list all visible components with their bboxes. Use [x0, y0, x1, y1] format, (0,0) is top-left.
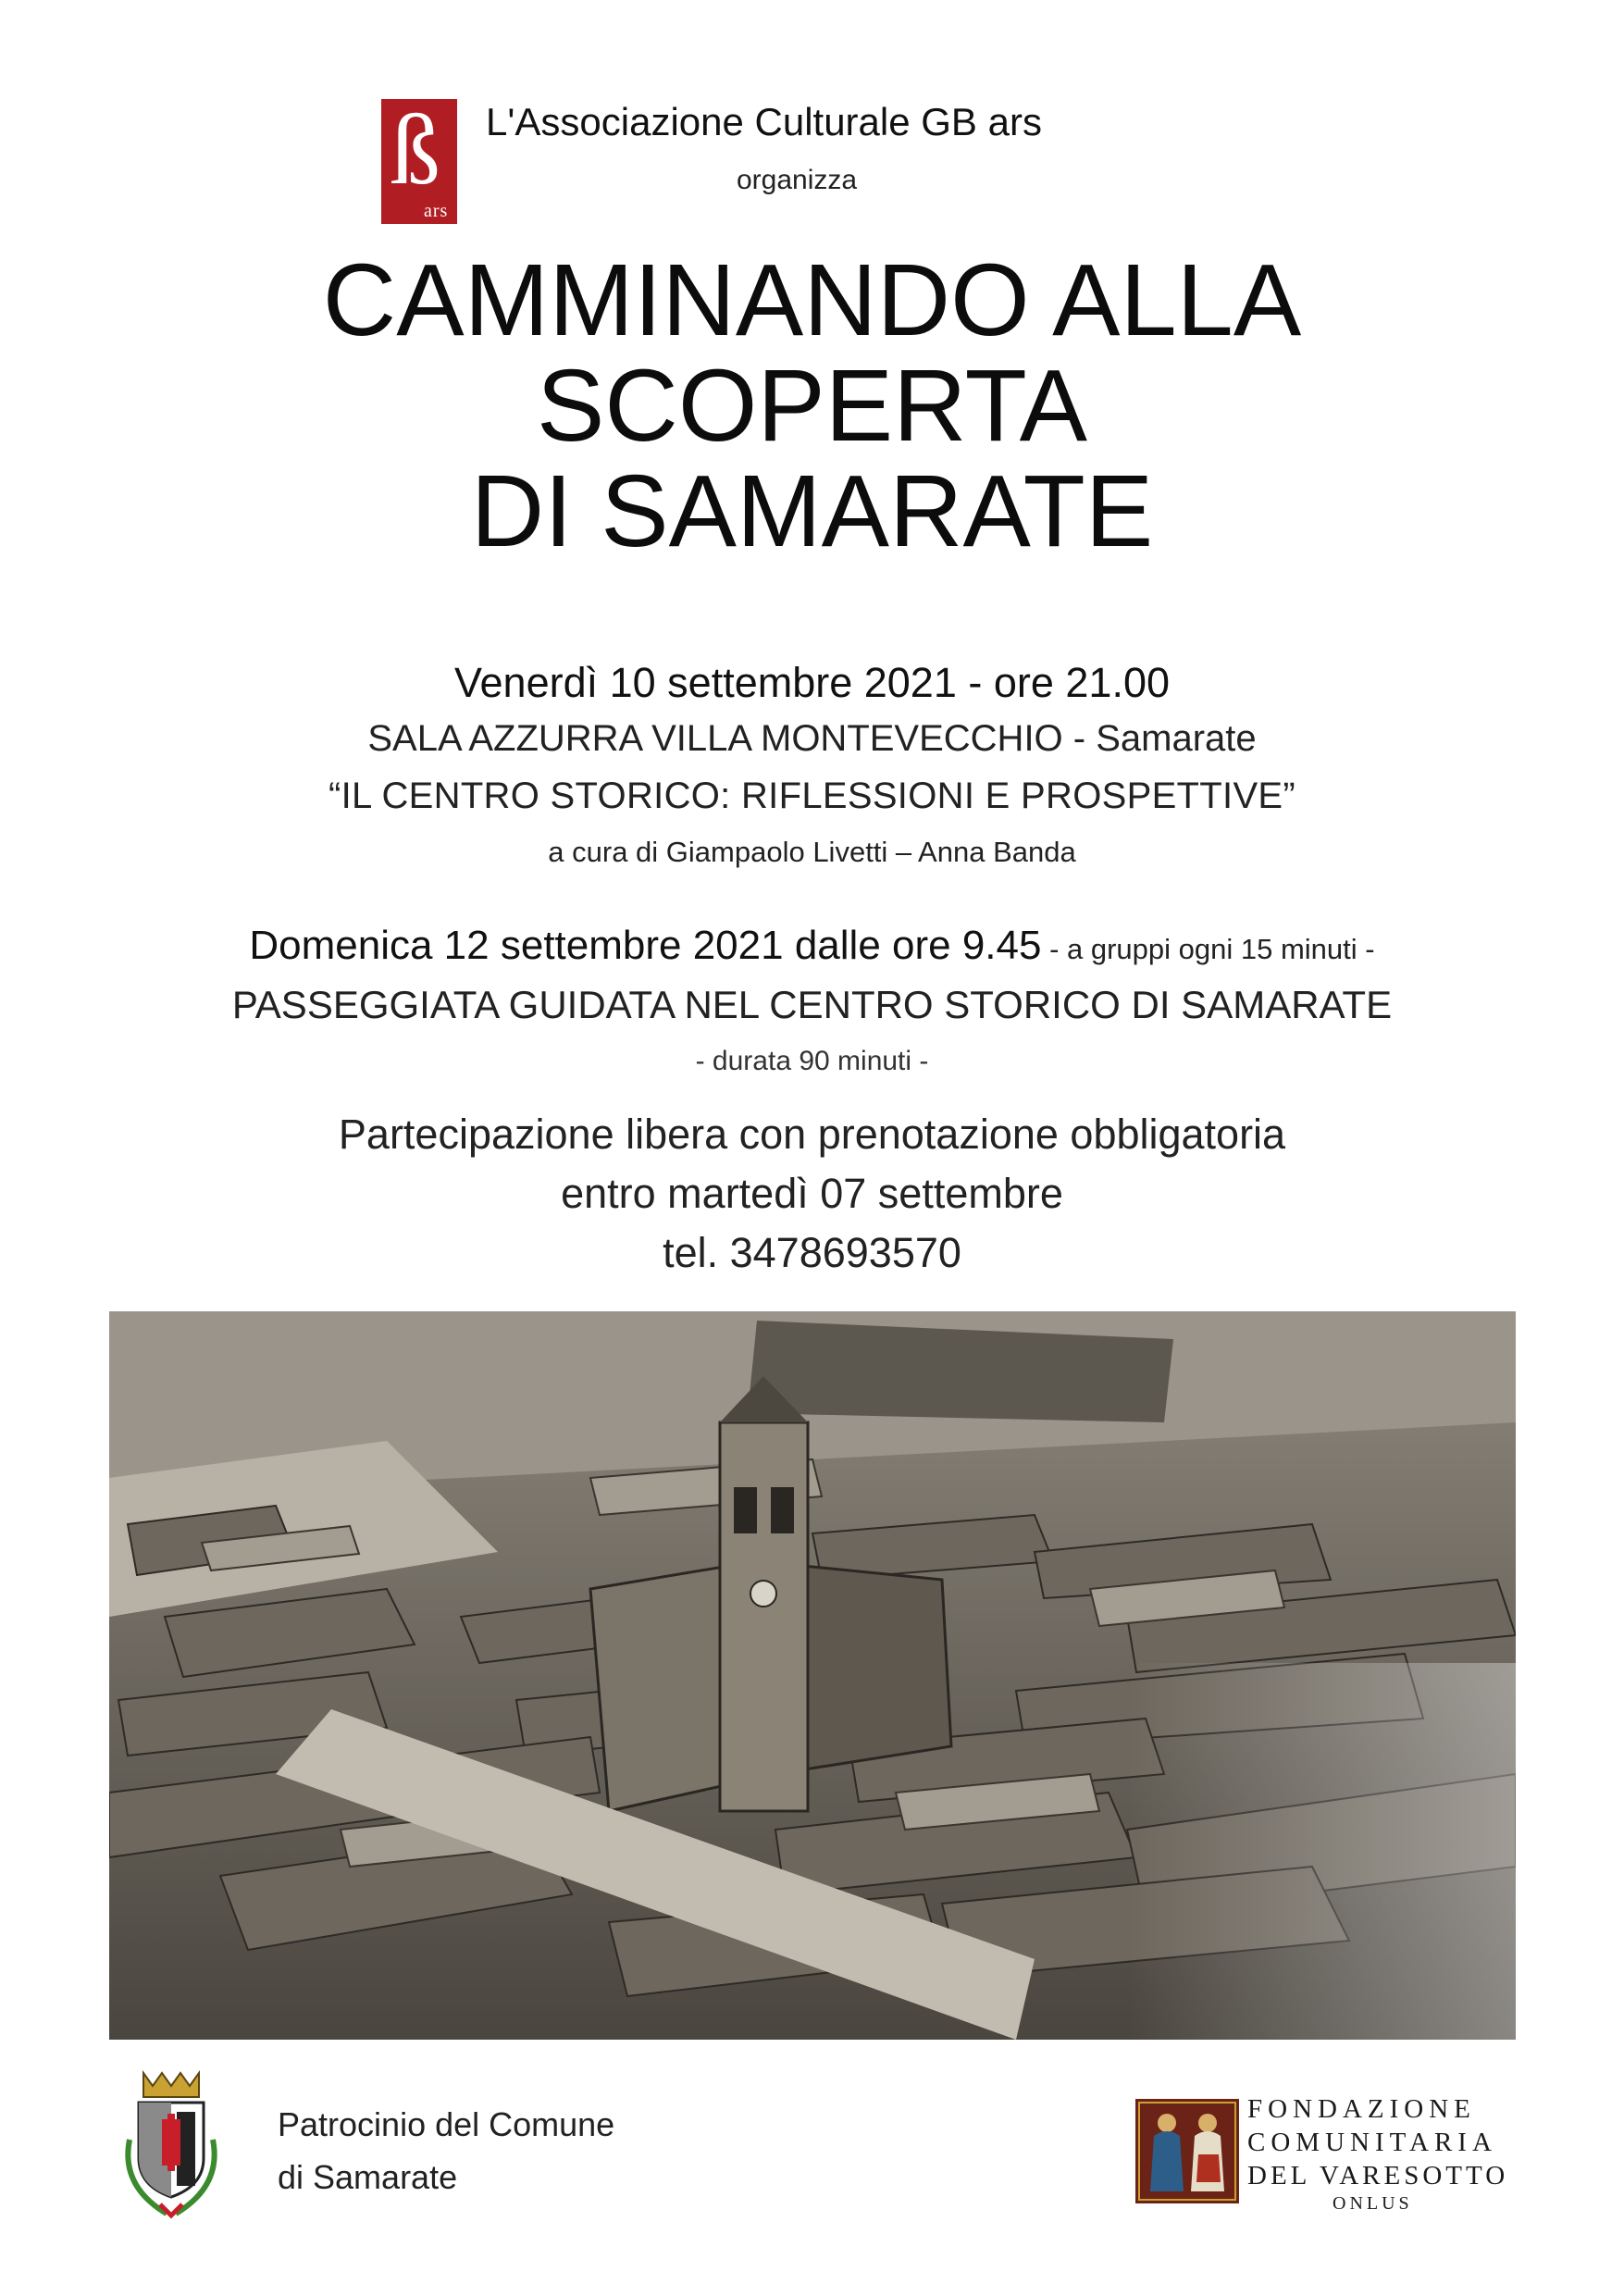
participation-info: Partecipazione libera con prenotazione obbligatoria [338, 1111, 1286, 1158]
samarate-coat-of-arms-icon [116, 2066, 227, 2223]
event1-date: Venerdì 10 settembre 2021 - ore 21.00 [453, 659, 1171, 706]
title-line-3: DI SAMARATE [470, 454, 1154, 568]
page-title [0, 243, 1624, 568]
booking-deadline: entro martedì 07 settembre [561, 1170, 1063, 1217]
phone-number: tel. 3478693570 [663, 1229, 961, 1276]
aerial-town-photo [109, 1311, 1516, 2040]
fondazione-logo [1135, 2099, 1239, 2203]
title-line-2: SCOPERTA [537, 349, 1087, 463]
gb-ars-logo: ß ars [381, 99, 457, 224]
foundation-line-4: ONLUS [1333, 2193, 1413, 2214]
event1-venue: SALA AZZURRA VILLA MONTEVECCHIO - Samarate [367, 718, 1257, 759]
event1-curators: a cura di Giampaolo Livetti – Anna Banda [548, 836, 1076, 868]
event2-groups: - a gruppi ogni 15 minuti - [1041, 933, 1375, 965]
event2-date-line [0, 923, 1624, 969]
title-line-1: CAMMINANDO ALLA [322, 243, 1302, 357]
event2-title: PASSEGGIATA GUIDATA NEL CENTRO STORICO DI SAMARATE [231, 983, 1393, 1026]
patronage-line-2: di Samarate [278, 2158, 458, 2196]
foundation-line-1: FONDAZIONE [1247, 2094, 1476, 2124]
organizer-name: L'Associazione Culturale GB ars [486, 100, 1042, 143]
organizer-subtitle: organizza [737, 165, 858, 195]
patronage-line-1: Patrocinio del Comune [278, 2105, 615, 2143]
event1-topic: “IL CENTRO STORICO: RIFLESSIONI E PROSPETTIVE” [328, 776, 1296, 816]
foundation-line-3: DEL VARESOTTO [1247, 2161, 1509, 2191]
logo-text: ars [424, 201, 449, 221]
event2-duration: - durata 90 minuti - [695, 1046, 929, 1076]
foundation-line-2: COMUNITARIA [1247, 2128, 1497, 2157]
event2-date: Domenica 12 settembre 2021 dalle ore 9.45 [249, 923, 1042, 968]
